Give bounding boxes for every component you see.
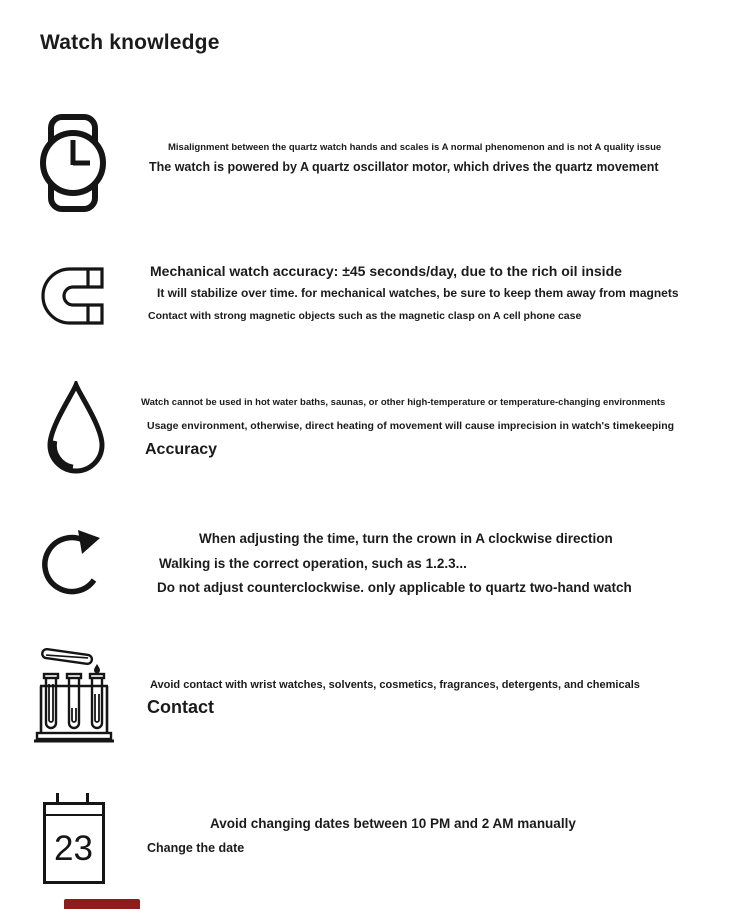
usage-environment-text: Usage environment, otherwise, direct heating of movement will cause imprecision in watch's timekeeping [147,420,675,432]
change-date-heading: Change the date [147,841,245,855]
chemical-avoidance-text: Avoid contact with wrist watches, solvents, cosmetics, fragrances, detergents, and chemicals [150,679,640,691]
quartz-movement-text: The watch is powered by A quartz oscillator motor, which drives the quartz movement [149,160,659,174]
contact-heading: Contact [147,697,214,717]
date-change-warning-text: Avoid changing dates between 10 PM and 2 AM manually [210,816,576,831]
watch-icon [40,113,106,213]
page-title: Watch knowledge [40,31,220,54]
accuracy-heading: Accuracy [145,441,218,458]
magnet-icon [40,266,106,326]
calendar-page [43,802,105,884]
magnetic-contact-text: Contact with strong magnetic objects such as the magnetic clasp on A cell phone case [148,310,582,322]
magnet-warning-text: It will stabilize over time. for mechanical watches, be sure to keep them away from magnets [157,286,679,300]
hot-water-warning-text: Watch cannot be used in hot water baths, saunas, or other high-temperature or temperature-changing environments [141,397,666,408]
clockwise-direction-text: When adjusting the time, turn the crown in A clockwise direction [199,531,613,546]
partially-visible-red-button[interactable] [64,899,140,909]
quartz-misalignment-note: Misalignment between the quartz watch hands and scales is A normal phenomenon and is not A quality issue [168,142,662,153]
counterclockwise-warning-text: Do not adjust counterclockwise. only applicable to quartz two-hand watch [157,580,632,595]
calendar-header-line [46,805,102,816]
test-tubes-icon [33,646,115,746]
water-drop-icon [42,381,110,479]
mechanical-accuracy-text: Mechanical watch accuracy: ±45 seconds/day, due to the rich oil inside [150,263,622,279]
calendar-icon [42,793,106,885]
clockwise-arrow-icon [42,527,106,597]
correct-operation-text: Walking is the correct operation, such as 1.2.3... [159,556,467,571]
calendar-day-number: 23 [54,829,93,868]
